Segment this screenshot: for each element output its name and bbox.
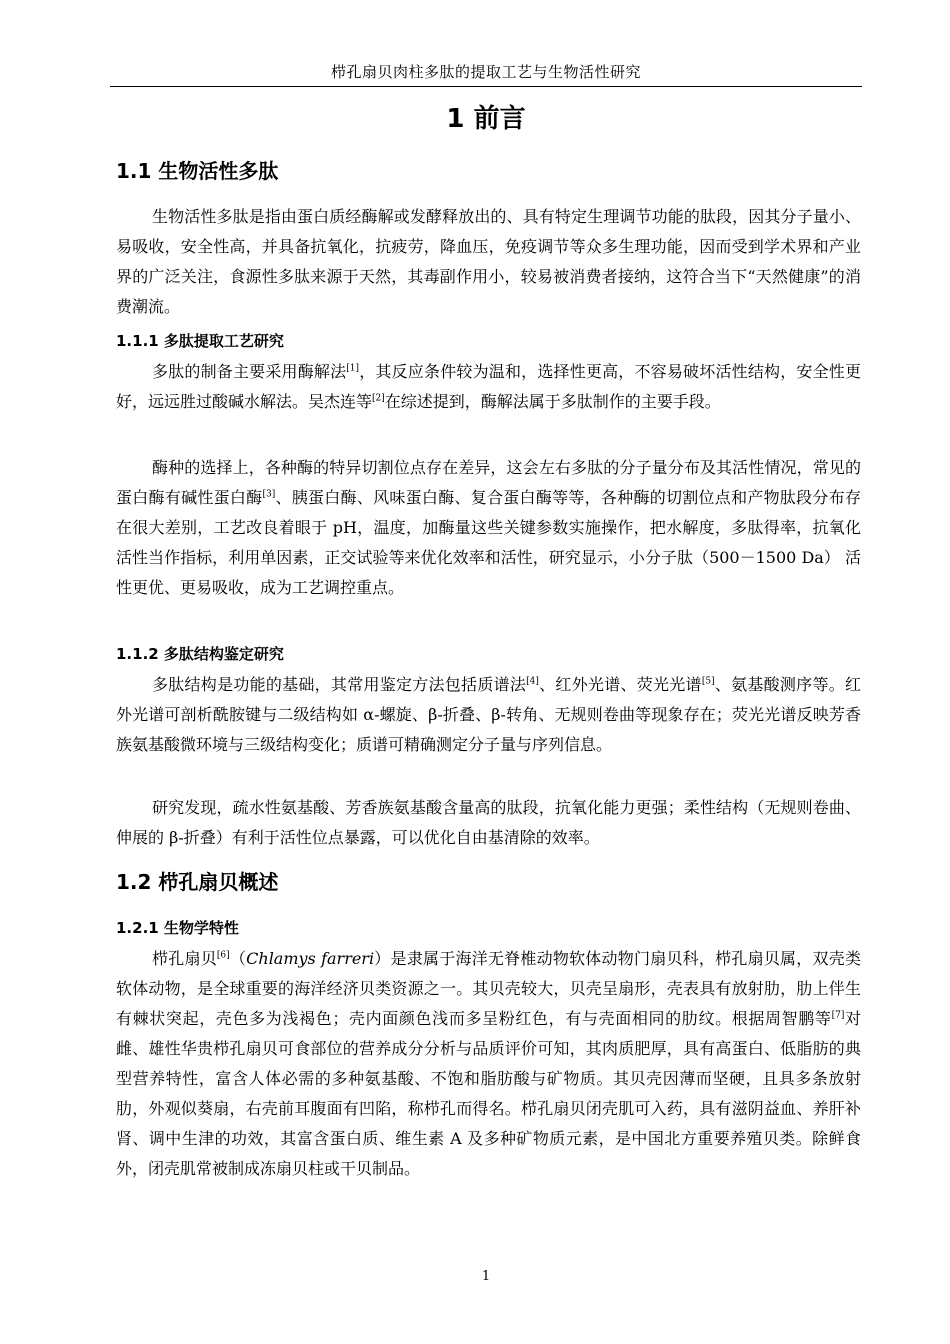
paragraph-1-2-1: [116, 944, 861, 1184]
text-run: 、红外光谱、荧光光谱: [538, 675, 702, 694]
text-run: 对雌、雄性华贵栉孔扇贝可食部位的营养成分分析与品质评价可知，其肉质肥厚，具有高蛋白、低脂肪的典型营养特性，富含人体必需的多种氨基酸、不饱和脂肪酸与矿物质。其贝壳因薄而坚硬，且具多条放射肋，外观似葵扇，右壳前耳腹面有凹陷，称栉孔而得名。栉孔扇贝闭壳肌可入药，具有滋阴益血、养肝补肾、调中生津的功效，其富含蛋白质、维生素 A 及多种矿物质元素，是中国北方重要养殖贝类。除鲜食外，闭壳肌常被制成冻扇贝柱或干贝制品。: [116, 1009, 861, 1178]
citation-ref: [4]: [526, 676, 539, 687]
citation-ref: [1]: [346, 363, 360, 374]
text-run: 、氨基酸测序等。红外光谱可剖析酰胺键与二级结构如 α-螺旋、β-折叠、β-转角、无规则卷曲等现象存在；荧光光谱反映芳香族氨基酸微环境与三级结构变化；质谱可精确测定分子量与序列信息。: [116, 675, 861, 754]
text-run: 栉孔扇贝: [152, 949, 217, 968]
text-run: ，其反应条件较为温和，选择性更高，不容易破坏活性结构，安全性更好，远远胜过酸碱水解法。吴杰连等: [116, 362, 861, 411]
paragraph-1-1-2-a: [116, 670, 861, 760]
section-heading-1-1: 1.1 生物活性多肽: [116, 159, 279, 183]
citation-ref: [6]: [216, 950, 230, 961]
citation-ref: [5]: [701, 676, 715, 687]
text-run: 在综述提到，酶解法属于多肽制作的主要手段。: [384, 392, 721, 411]
header-rule: [110, 86, 862, 87]
text-run: 多肽的制备主要采用酶解法: [152, 362, 347, 381]
species-latin-name: Chlamys farreri: [246, 949, 375, 968]
text-run: 酶种的选择上，各种酶的特异切割位点存在差异，这会左右多肽的分子量分布及其活性情况，常见的蛋白酶有碱性蛋白酶: [116, 458, 861, 507]
paragraph-1-1-1-a: [116, 357, 861, 417]
text-run: 、胰蛋白酶、风味蛋白酶、复合蛋白酶等等，各种酶的切割位点和产物肽段分布存在很大差别，工艺改良着眼于 pH，温度，加酶量这些关键参数实施操作，把水解度，多肽得率，抗氧化活性当作指标，利用单因素，正交试验等来优化效率和活性，研究显示，小分子肽（500－1500 Da） 活性更优、更易吸收，成为工艺调控重点。: [116, 488, 861, 597]
chapter-title: 1 前言: [446, 104, 526, 134]
text-run: ）是隶属于海洋无脊椎动物软体动物门扇贝科，栉孔扇贝属，双壳类软体动物，是全球重要的海洋经济贝类资源之一。其贝壳较大，贝壳呈扇形，壳表具有放射肋，肋上伴生有棘状突起，壳色多为浅褐色；壳内面颜色浅而多呈粉红色，有与壳面相同的肋纹。根据周智鹏等: [116, 949, 861, 1028]
section-heading-1-2: 1.2 栉孔扇贝概述: [116, 870, 279, 894]
subsection-heading-1-1-1: 1.1.1 多肽提取工艺研究: [116, 332, 284, 350]
text-run: （: [229, 949, 247, 968]
paragraph-1-1-1-b: [116, 453, 861, 603]
citation-ref: [7]: [831, 1010, 845, 1021]
citation-ref: [2]: [372, 393, 385, 404]
subsection-heading-1-1-2: 1.1.2 多肽结构鉴定研究: [116, 645, 284, 663]
paragraph-1-1-intro: 生物活性多肽是指由蛋白质经酶解或发酵释放出的、具有特定生理调节功能的肽段，因其分子量小、易吸收，安全性高，并具备抗氧化，抗疲劳，降血压，免疫调节等众多生理功能，因而受到学术界和产业界的广泛关注，食源性多肽来源于天然，其毒副作用小，较易被消费者接纳，这符合当下“天然健康”的消费潮流。: [116, 207, 861, 316]
page-number: 1: [481, 1269, 491, 1284]
paragraph-1-1-2-b: 研究发现，疏水性氨基酸、芳香族氨基酸含量高的肽段，抗氧化能力更强；柔性结构（无规则卷曲、伸展的 β-折叠）有利于活性位点暴露，可以优化自由基清除的效率。: [116, 798, 861, 847]
subsection-heading-1-2-1: 1.2.1 生物学特性: [116, 919, 239, 937]
citation-ref: [3]: [262, 489, 276, 500]
running-header: 栉孔扇贝肉柱多肽的提取工艺与生物活性研究: [330, 63, 641, 81]
text-run: 多肽结构是功能的基础，其常用鉴定方法包括质谱法: [152, 675, 527, 694]
